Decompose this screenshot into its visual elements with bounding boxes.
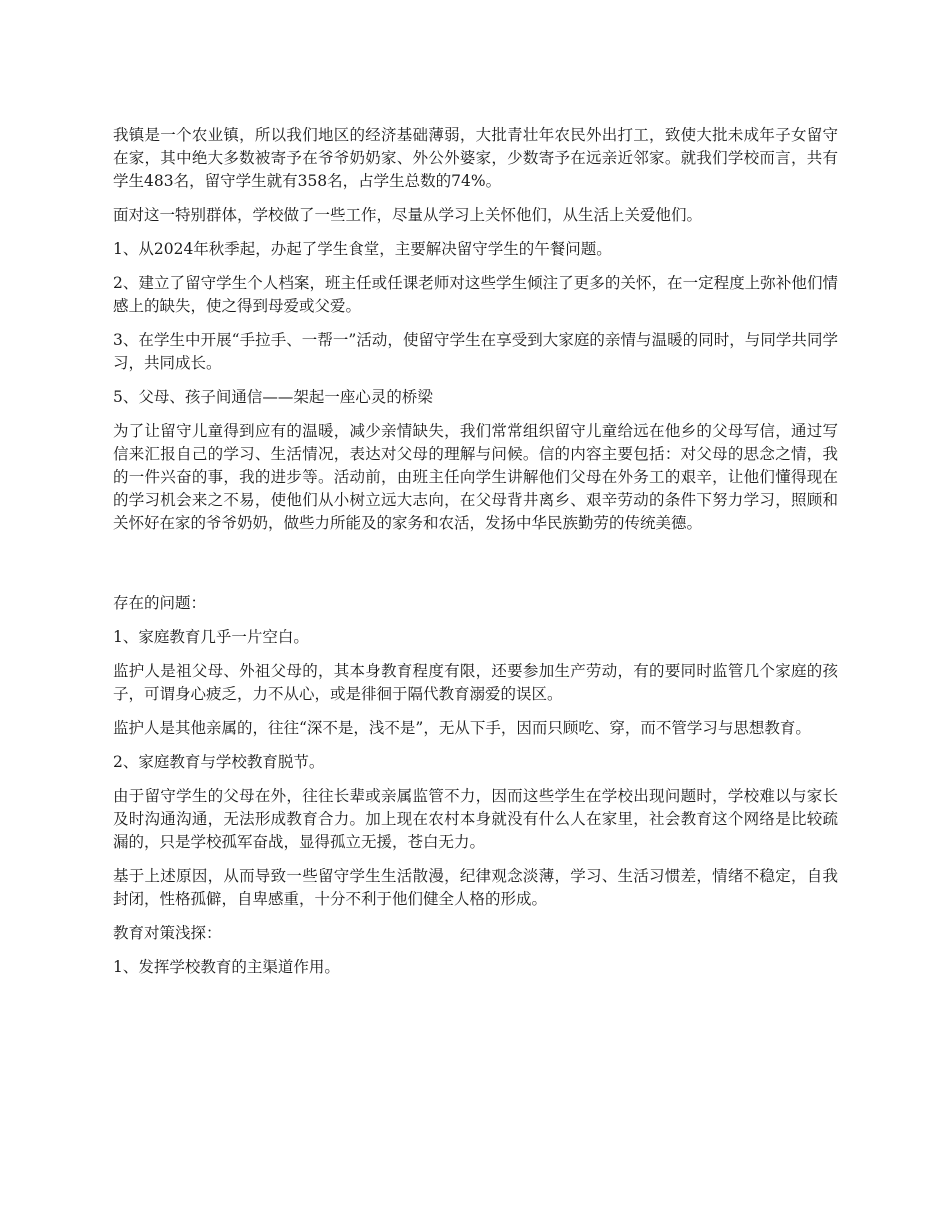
paragraph-background: 我镇是一个农业镇，所以我们地区的经济基础薄弱，大批青壮年农民外出打工，致使大批未成年子女留守在家，其中绝大多数被寄予在爷爷奶奶家、外公外婆家，少数寄予在远亲近邻家。就我们学校而言，共有学生483名，留守学生就有358名，占学生总数的74%。 bbox=[113, 126, 838, 190]
paragraph-problem-1: 1、家庭教育几乎一片空白。 bbox=[113, 628, 309, 646]
paragraph-letters-detail: 为了让留守儿童得到应有的温暖，减少亲情缺失，我们常常组织留守儿童给远在他乡的父母写信，通过写信来汇报自己的学习、生活情况，表达对父母的理解与问候。信的内容主要包括：对父母的思念之情，我的一件兴奋的事，我的进步等。活动前，由班主任向学生讲解他们父母在外务工的艰辛，让他们懂得现在的学习机会来之不易，使他们从小树立远大志向，在父母背井离乡、艰辛劳动的条件下努力学习，照顾和关怀好在家的爷爷奶奶，做些力所能及的家务和农活，发扬中华民族勤劳的传统美德。 bbox=[113, 422, 838, 532]
paragraph-item-letters-heading: 5、父母、孩子间通信——架起一座心灵的桥梁 bbox=[113, 388, 433, 406]
paragraph-school-work: 面对这一特别群体，学校做了一些工作，尽量从学习上关怀他们，从生活上关爱他们。 bbox=[113, 206, 703, 224]
paragraph-consequences: 基于上述原因，从而导致一些留守学生生活散漫，纪律观念淡薄，学习、生活习惯差，情绪不稳定，自我封闭，性格孤僻，自卑感重，十分不利于他们健全人格的形成。 bbox=[113, 867, 838, 908]
heading-problems: 存在的问题： bbox=[113, 594, 207, 612]
paragraph-item-canteen: 1、从2024年秋季起，办起了学生食堂，主要解决留守学生的午餐问题。 bbox=[113, 240, 612, 258]
paragraph-guardian-relatives: 监护人是其他亲属的，往往“深不是，浅不是”，无从下手，因而只顾吃、穿，而不管学习与思想教育。 bbox=[113, 719, 811, 737]
paragraph-guardian-grandparents: 监护人是祖父母、外祖父母的，其本身教育程度有限，还要参加生产劳动，有的要同时监管几个家庭的孩子，可谓身心疲乏，力不从心，或是徘徊于隔代教育溺爱的误区。 bbox=[113, 662, 838, 703]
heading-countermeasures: 教育对策浅探： bbox=[113, 924, 222, 942]
paragraph-item-archive: 2、建立了留守学生个人档案，班主任或任课老师对这些学生倾注了更多的关怀，在一定程度上弥补他们情感上的缺失，使之得到母爱或父爱。 bbox=[113, 274, 838, 315]
document-body bbox=[113, 124, 838, 990]
paragraph-disconnect-detail: 由于留守学生的父母在外，往往长辈或亲属监管不力，因而这些学生在学校出现问题时，学校难以与家长及时沟通沟通，无法形成教育合力。加上现在农村本身就没有什么人在家里，社会教育这个网络是比较疏漏的，只是学校孤军奋战，显得孤立无援，苍白无力。 bbox=[113, 787, 838, 851]
paragraph-problem-2: 2、家庭教育与学校教育脱节。 bbox=[113, 753, 325, 771]
section-spacer bbox=[113, 546, 838, 592]
paragraph-countermeasure-1: 1、发挥学校教育的主渠道作用。 bbox=[113, 958, 340, 976]
paragraph-item-hand-in-hand: 3、在学生中开展“手拉手、一帮一”活动，使留守学生在享受到大家庭的亲情与温暖的同时，与同学共同学习，共同成长。 bbox=[113, 331, 838, 372]
